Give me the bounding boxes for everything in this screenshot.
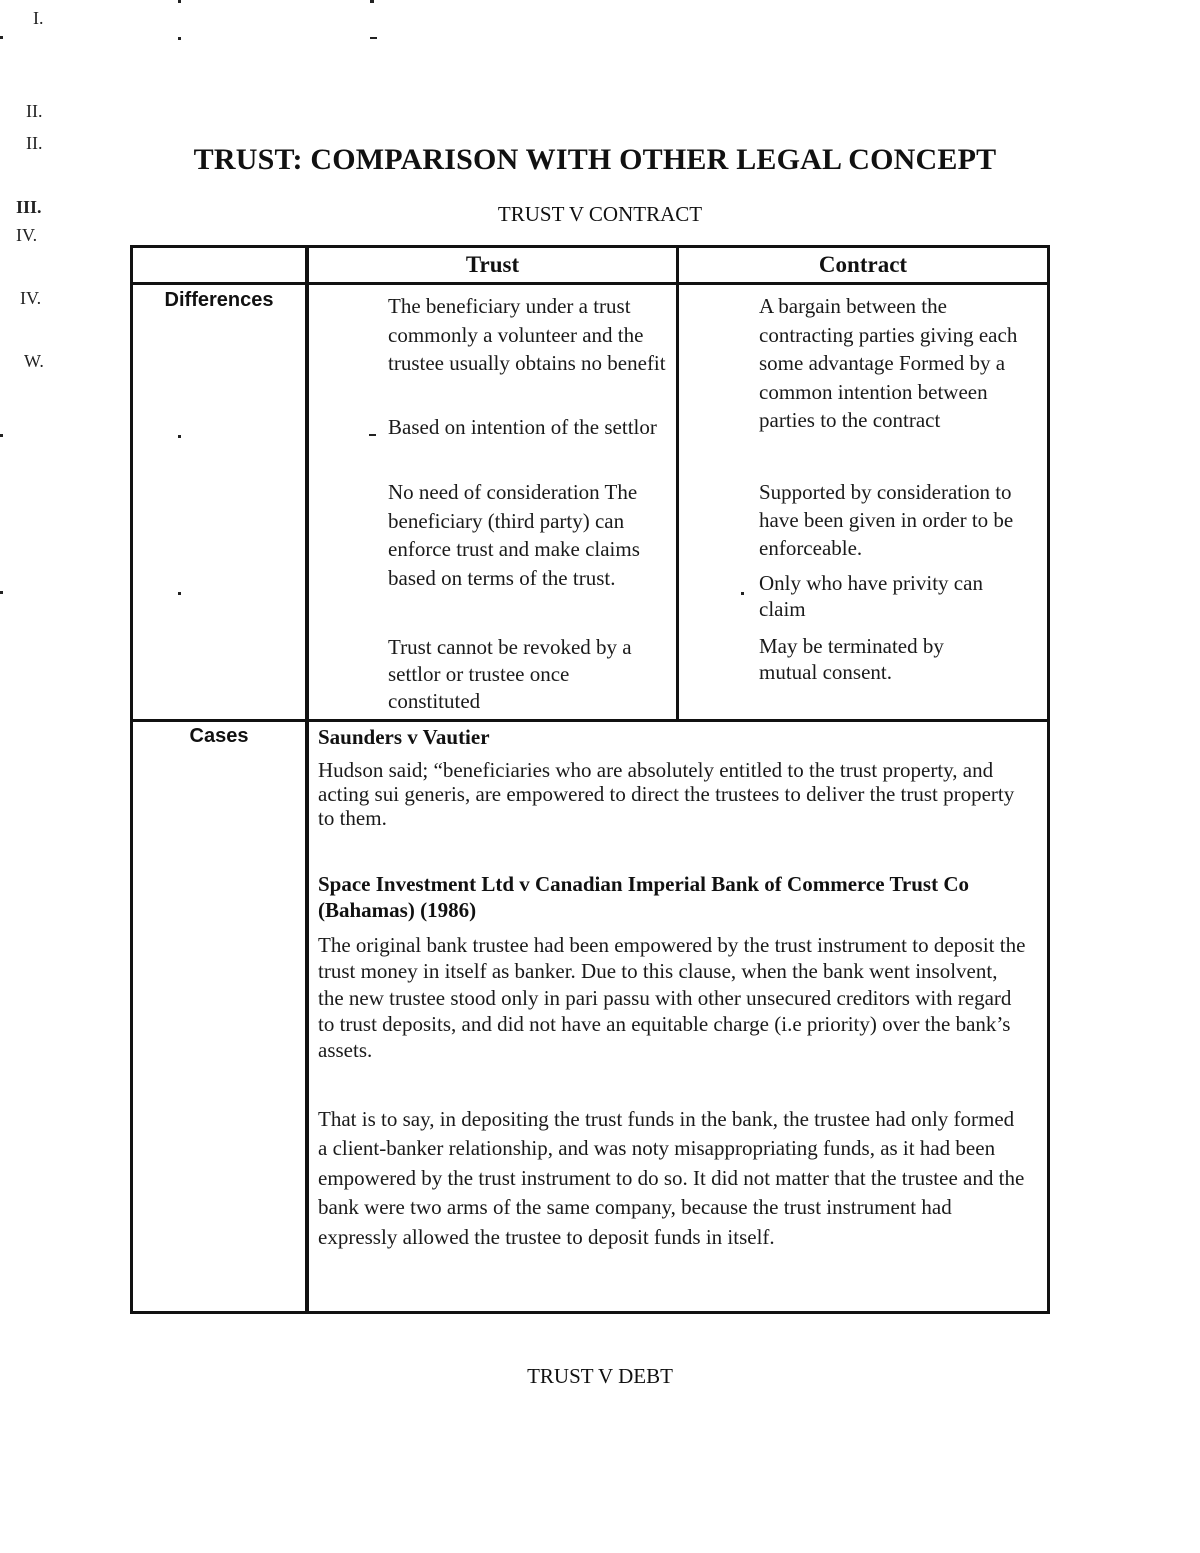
trust-point: The beneficiary under a trust commonly a volunteer and the trustee usually obtains no benefit — [388, 294, 666, 375]
margin-numeral: II. — [26, 133, 43, 153]
bullet-mark — [369, 434, 376, 436]
table-border — [130, 719, 1050, 722]
trust-point: Trust cannot be revoked by a settlor or trustee once constituted — [388, 635, 632, 713]
margin-numeral: IV. — [16, 225, 38, 245]
trust-point: No need of consideration The beneficiary (third party) can enforce trust and make claims based on terms of the trust. — [388, 480, 640, 590]
stray-mark — [370, 37, 377, 39]
margin-numeral: I. — [33, 8, 44, 28]
contract-point: May be terminated by mutual consent. — [759, 634, 944, 684]
stray-mark — [178, 0, 181, 3]
bullet-mark — [178, 435, 181, 438]
bullet-mark — [741, 592, 744, 595]
section-heading-trust-v-debt: TRUST V DEBT — [527, 1364, 673, 1388]
table-border — [676, 245, 679, 722]
case-title: Space Investment Ltd v Canadian Imperial Bank of Commerce Trust Co (Bahamas) (1986) — [318, 872, 970, 922]
stray-mark — [0, 591, 3, 594]
bullet-mark — [178, 592, 181, 595]
column-header-trust: Trust — [465, 252, 520, 277]
case-text: That is to say, in depositing the trust funds in the bank, the trustee had only formed a client-banker relationship, and was noty misappropriating funds, as it had been empowered by the trust instrument to do so. It did not matter that the trustee and the bank were two arms of the same company, because the trust instrument had expressly allowed the trustee to deposit funds in itself. — [318, 1107, 1025, 1249]
document-title: TRUST: COMPARISON WITH OTHER LEGAL CONCEPT — [193, 143, 997, 176]
contract-point: A bargain between the contracting parties giving each some advantage Formed by a common intention between parties to the contract — [759, 294, 1018, 432]
row-header-cases: Cases — [189, 725, 249, 747]
section-heading-trust-v-contract: TRUST V CONTRACT — [497, 202, 703, 226]
margin-numeral: II. — [26, 101, 43, 121]
trust-point: Based on intention of the settlor — [388, 415, 657, 439]
case-text: Hudson said; “beneficiaries who are absolutely entitled to the trust property, and acting sui generis, are empowered to direct the trustees to deliver the trust property to them. — [318, 758, 1015, 830]
table-border — [130, 245, 133, 1314]
row-header-differences: Differences — [164, 289, 274, 311]
margin-numeral: IV. — [20, 288, 42, 308]
contract-point: Only who have privity can claim — [759, 571, 983, 621]
stray-mark — [370, 0, 374, 3]
case-title: Saunders v Vautier — [318, 725, 490, 749]
table-border — [305, 245, 309, 1314]
table-border — [130, 245, 1050, 248]
case-text: The original bank trustee had been empowered by the trust instrument to deposit the trust money in itself as banker. Due to this clause, when the bank went insolvent, the new trustee stood only in pari passu with other unsecured creditors with regard to trust deposits, and did not have an equitable charge (i.e priority) over the bank’s assets. — [318, 933, 1026, 1063]
table-border — [130, 282, 1050, 285]
table-border — [130, 1311, 1050, 1314]
contract-point: Supported by consideration to have been given in order to be enforceable. — [759, 480, 1014, 560]
margin-numeral: W. — [24, 351, 44, 371]
margin-numeral: III. — [16, 197, 42, 217]
stray-mark — [0, 36, 3, 39]
stray-mark — [178, 37, 181, 40]
stray-mark — [0, 434, 3, 437]
table-border — [1047, 245, 1050, 1314]
column-header-contract: Contract — [818, 252, 908, 277]
